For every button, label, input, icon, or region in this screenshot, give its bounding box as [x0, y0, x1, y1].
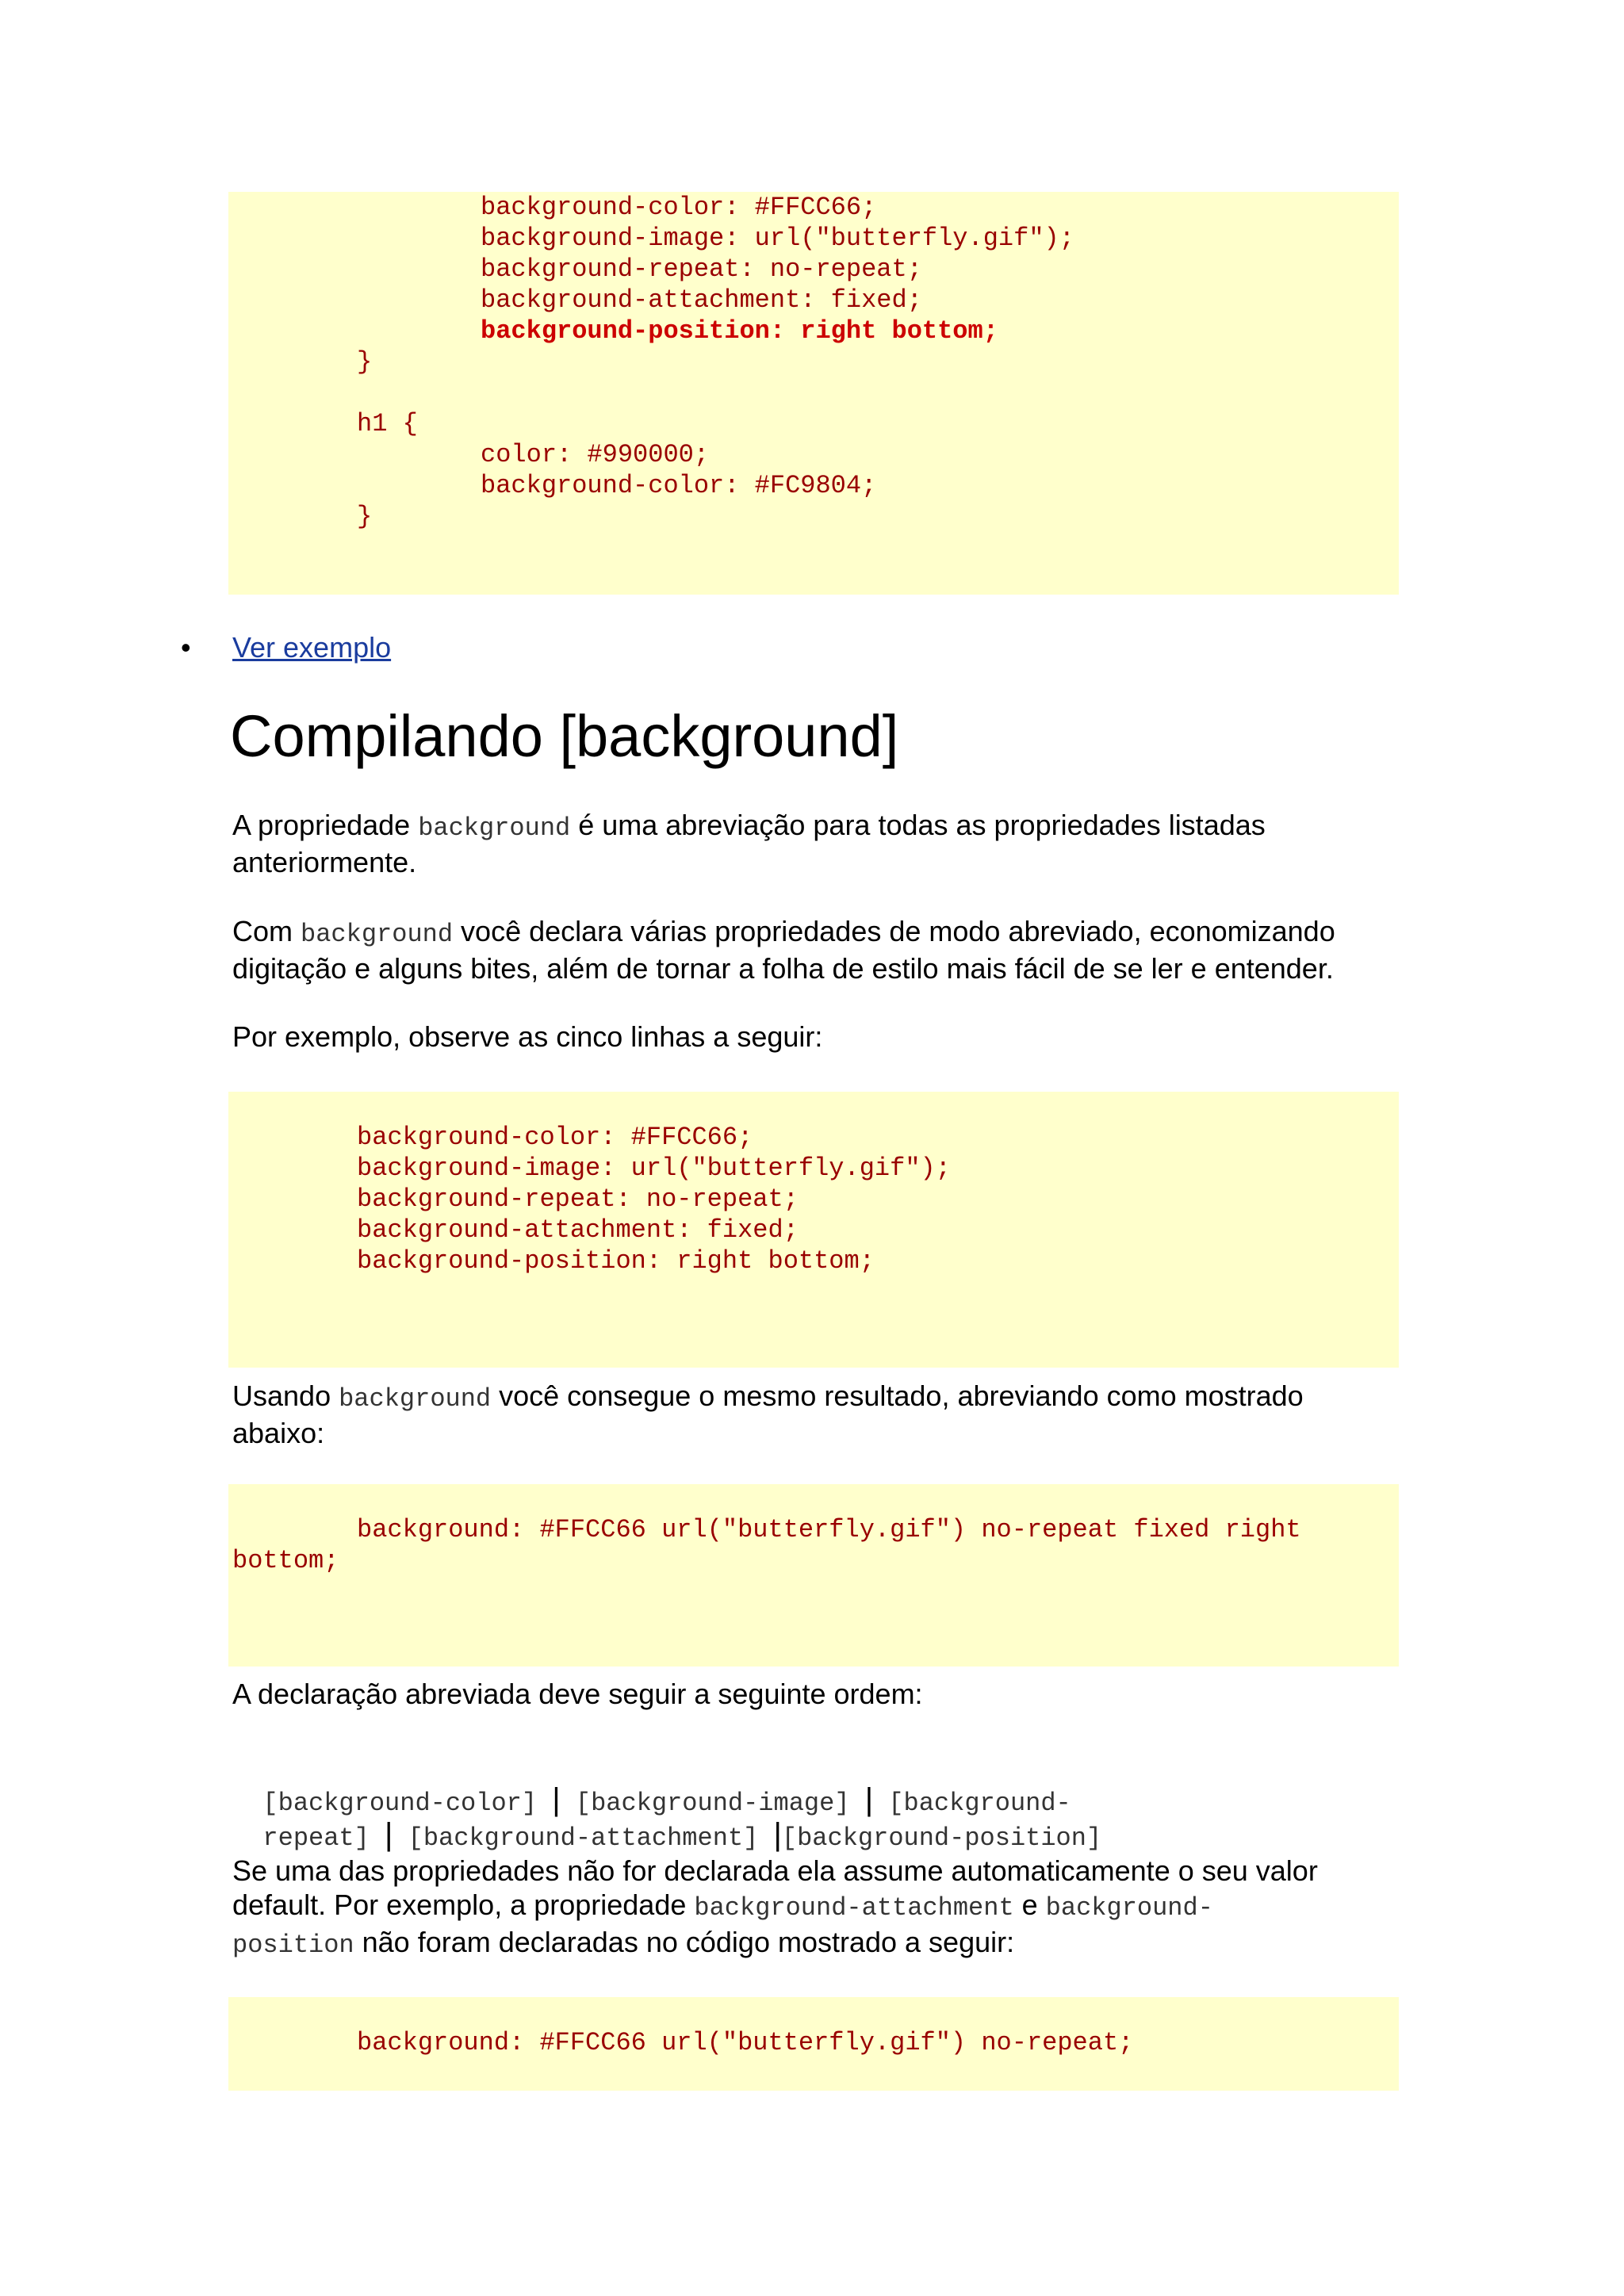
- separator: |: [864, 1782, 874, 1817]
- code-line: background-color: #FC9804;: [481, 471, 877, 500]
- separator: |: [552, 1782, 561, 1817]
- code-line: h1 {: [357, 409, 418, 438]
- inline-code: position: [232, 1931, 354, 1960]
- separator: |: [773, 1817, 782, 1852]
- order-item: [background-color]: [262, 1789, 538, 1818]
- text: Com: [232, 915, 301, 947]
- code-block-1: [228, 192, 1399, 595]
- code-line: }: [357, 502, 373, 531]
- inline-code: background: [339, 1384, 492, 1414]
- text: A propriedade: [232, 809, 419, 841]
- inline-code: background-: [1045, 1893, 1213, 1923]
- order-item: [background-image]: [575, 1789, 850, 1818]
- code-line: background: #FFCC66 url("butterfly.gif") no-repeat;: [357, 2028, 1134, 2057]
- order-item: repeat]: [262, 1823, 370, 1853]
- text: não foram declaradas no código mostrado a seguir:: [354, 1926, 1015, 1958]
- inline-code: background-attachment: [694, 1893, 1014, 1923]
- code-line-highlighted: background-position: right bottom;: [481, 316, 998, 346]
- paragraph-example-lead: Por exemplo, observe as cinco linhas a seguir:: [232, 1020, 823, 1053]
- code-line: bottom;: [232, 1546, 339, 1575]
- code-line: background-attachment: fixed;: [357, 1215, 799, 1245]
- code-line: background-attachment: fixed;: [481, 285, 922, 315]
- paragraph-shorthand: [232, 1379, 1398, 1450]
- order-item: [background-: [888, 1789, 1071, 1818]
- paragraph-defaults: [232, 1854, 1398, 1962]
- code-line: }: [357, 347, 373, 377]
- order-item: [background-position]: [781, 1823, 1102, 1853]
- code-line: background-image: url("butterfly.gif");: [481, 224, 1074, 253]
- code-block-2: [228, 1092, 1399, 1368]
- bullet-icon: •: [181, 631, 191, 664]
- text: Se uma das propriedades não for declarada ela assume automaticamente o seu valor default. Por exemplo, a propriedade: [232, 1854, 1318, 1921]
- inline-code: background: [418, 813, 571, 843]
- code-block-4: [228, 1997, 1399, 2091]
- ver-exemplo-link[interactable]: Ver exemplo: [232, 631, 392, 664]
- section-heading: Compilando [background]: [230, 703, 899, 769]
- code-line: background-position: right bottom;: [357, 1246, 875, 1276]
- separator: |: [385, 1817, 393, 1852]
- code-block-3: [228, 1484, 1399, 1667]
- text: Usando: [232, 1380, 339, 1412]
- order-line-2: [232, 1784, 1101, 1855]
- code-line: background-image: url("butterfly.gif");: [357, 1154, 951, 1183]
- paragraph-benefits: [232, 914, 1398, 985]
- code-line: background-color: #FFCC66;: [481, 193, 877, 222]
- text: é uma abreviação para todas as propriedades listadas anteriormente.: [232, 809, 1266, 878]
- code-line: background-repeat: no-repeat;: [357, 1184, 799, 1214]
- order-item: [background-attachment]: [408, 1823, 759, 1853]
- inline-code: background: [301, 920, 454, 949]
- paragraph-intro: [232, 808, 1398, 879]
- text: você consegue o mesmo resultado, abreviando como mostrado abaixo:: [232, 1380, 1304, 1449]
- code-line: background: #FFCC66 url("butterfly.gif") no-repeat fixed right: [357, 1515, 1301, 1544]
- text: você declara várias propriedades de modo abreviado, economizando digitação e alguns bites, além de tornar a folha de estilo mais fácil de se ler e entender.: [232, 915, 1335, 985]
- paragraph-order-lead: A declaração abreviada deve seguir a seguinte ordem:: [232, 1678, 923, 1710]
- code-line: background-repeat: no-repeat;: [481, 254, 922, 284]
- code-line: background-color: #FFCC66;: [357, 1123, 753, 1152]
- code-line: color: #990000;: [481, 440, 710, 469]
- text: e: [1013, 1888, 1046, 1921]
